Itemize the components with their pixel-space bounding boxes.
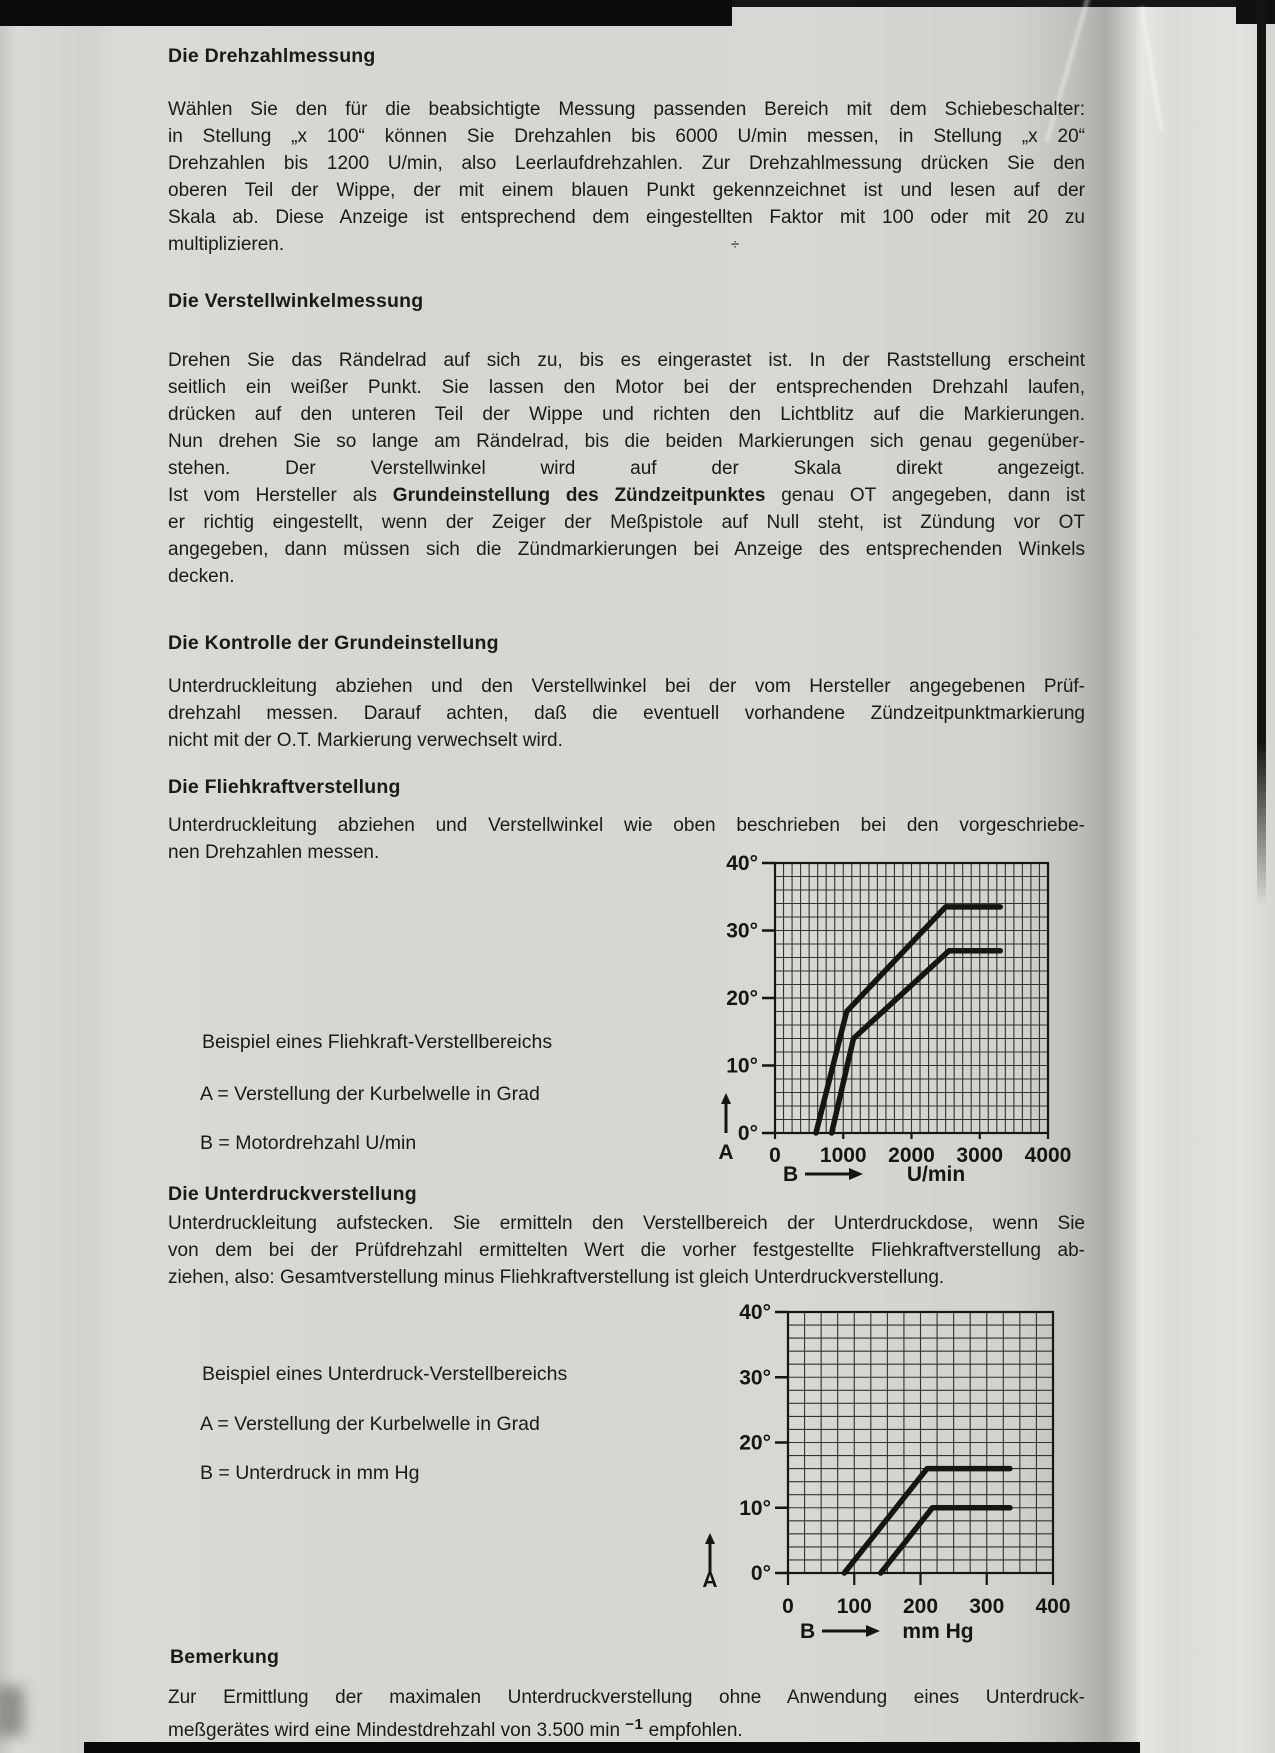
scan-edge-right: [1257, 0, 1266, 905]
paragraph-kontrolle: [168, 673, 1085, 754]
scan-smudge: [0, 1686, 24, 1736]
text-line: nicht mit der O.T. Markierung verwechselt wird.: [168, 730, 563, 751]
svg-text:30°: 30°: [739, 1366, 771, 1390]
text-line: Drehen Sie das Rändelrad auf sich zu, bis es eingerastet ist. In der Raststellung erscheint: [168, 350, 1085, 371]
text-line: Unterdruckleitung abziehen und Verstellwinkel wie oben beschrieben bei den vorgeschriebe-: [168, 815, 1085, 836]
scan-edge-top-left: [0, 0, 732, 26]
exponent: −1: [625, 1716, 644, 1733]
text-line: er richtig eingestellt, wenn der Zeiger der Meßpistole auf Null steht, ist Zündung vor OT: [168, 512, 1085, 533]
text-line: Nun drehen Sie so lange am Rändelrad, bis die beiden Markierungen sich genau gegenüber-: [168, 431, 1085, 452]
svg-text:30°: 30°: [726, 919, 758, 943]
svg-text:10°: 10°: [726, 1054, 758, 1078]
text-line: drücken auf den unteren Teil der Wippe und richten den Lichtblitz auf die Markierungen.: [168, 404, 1085, 425]
svg-text:20°: 20°: [739, 1431, 771, 1455]
svg-text:0: 0: [769, 1144, 781, 1167]
svg-text:A: A: [702, 1569, 718, 1592]
section-heading-bemerkung: Bemerkung: [170, 1646, 280, 1668]
svg-text:400: 400: [1035, 1595, 1071, 1618]
svg-text:0: 0: [782, 1595, 794, 1618]
section-heading-fliehkraft: Die Fliehkraftverstellung: [168, 776, 401, 798]
paragraph-part2: [168, 509, 1085, 563]
text-line: oberen Teil der Wippe, der mit einem blauen Punkt gekennzeichnet ist und lesen auf der: [168, 180, 1085, 201]
paragraph-last-line: decken.: [168, 566, 235, 587]
svg-text:100: 100: [836, 1595, 872, 1618]
section-heading-verstellwinkelmessung: Die Verstellwinkelmessung: [168, 290, 424, 312]
chart2-legend-a: A = Verstellung der Kurbelwelle in Grad: [200, 1413, 540, 1435]
svg-text:1000: 1000: [819, 1144, 867, 1167]
text-line: seitlich ein weißer Punkt. Sie lassen den Motor bei der entsprechenden Drehzahl laufen,: [168, 377, 1085, 398]
bemerkung-line1: Zur Ermittlung der maximalen Unterdruckverstellung ohne Anwendung eines Unterdruck-: [168, 1687, 1085, 1708]
text-line: Skala ab. Diese Anzeige ist entsprechend dem eingestellten Faktor mit 100 oder mit 20 zu: [168, 207, 1085, 228]
text-line: Unterdruckleitung aufstecken. Sie ermitteln den Verstellbereich der Unterdruckdose, wenn Sie: [168, 1213, 1085, 1234]
svg-text:B: B: [800, 1620, 816, 1643]
text-line: stehen. Der Verstellwinkel wird auf der Skala direkt angezeigt.: [168, 458, 1085, 479]
paragraph-bemerkung: [168, 1684, 1085, 1744]
text-line: ziehen, also: Gesamtverstellung minus Fliehkraftverstellung ist gleich Unterdruckverstellung.: [168, 1267, 945, 1288]
text-line: von dem bei der Prüfdrehzahl ermittelten Wert die vorher festgestellte Fliehkraftverstellung ab-: [168, 1240, 1085, 1261]
svg-text:U/min: U/min: [906, 1163, 966, 1186]
text-line: Unterdruckleitung abziehen und den Verstellwinkel bei der vom Hersteller angegebenen Prüf-: [168, 676, 1085, 697]
svg-text:0°: 0°: [750, 1562, 771, 1585]
chart2-caption: Beispiel eines Unterdruck-Verstellbereichs: [202, 1363, 568, 1385]
svg-text:A: A: [718, 1141, 734, 1164]
section-heading-drehzahlmessung: Die Drehzahlmessung: [168, 45, 376, 67]
text-line: nen Drehzahlen messen.: [168, 842, 380, 863]
bemerkung-line2: [168, 1711, 1085, 1744]
svg-text:2000: 2000: [888, 1144, 935, 1167]
svg-text:10°: 10°: [739, 1496, 771, 1520]
svg-text:3000: 3000: [956, 1144, 1004, 1167]
svg-text:4000: 4000: [1024, 1144, 1072, 1167]
section-heading-unterdruckverstellung: Die Unterdruckverstellung: [168, 1183, 417, 1205]
bold-phrase: Grundeinstellung des Zündzeitpunktes: [392, 485, 766, 506]
text-line: drehzahl messen. Darauf achten, daß die eventuell vorhandene Zündzeitpunktmarkierung: [168, 703, 1085, 724]
chart1-legend-b: B = Motordrehzahl U/min: [200, 1132, 417, 1154]
text-line: Drehzahlen bis 1200 U/min, also Leerlaufdrehzahlen. Zur Drehzahlmessung drücken Sie den: [168, 153, 1085, 174]
text-line: multiplizieren.: [168, 234, 285, 255]
svg-text:40°: 40°: [739, 1301, 771, 1324]
scan-speck: ÷: [731, 236, 740, 253]
paragraph-unterdruckverstellung: [168, 1210, 1085, 1291]
scan-edge-top-right: [1236, 0, 1275, 24]
paragraph-part1: [168, 347, 1085, 482]
fliehkraft-verstellbereich-chart: [620, 843, 1090, 1195]
svg-text:200: 200: [902, 1595, 939, 1618]
text-segment: genau OT angegeben, dann ist: [765, 485, 1085, 506]
text-segment: empfohlen.: [643, 1720, 743, 1741]
svg-text:B: B: [783, 1163, 799, 1186]
text-line: Wählen Sie den für die beabsichtigte Messung passenden Bereich mit dem Schiebeschalter:: [168, 99, 1085, 120]
text-segment: Ist vom Hersteller als: [168, 485, 393, 506]
svg-text:20°: 20°: [726, 987, 758, 1010]
chart1-legend-a: A = Verstellung der Kurbelwelle in Grad: [200, 1083, 540, 1105]
svg-text:mm Hg: mm Hg: [902, 1620, 974, 1643]
text-line: in Stellung „x 100“ können Sie Drehzahlen bis 6000 U/min messen, in Stellung „x 20“: [168, 126, 1085, 147]
svg-text:40°: 40°: [726, 852, 758, 875]
unterdruck-verstellbereich-chart: [600, 1290, 1080, 1652]
section-heading-kontrolle: Die Kontrolle der Grundeinstellung: [168, 632, 499, 654]
chart1-caption: Beispiel eines Fliehkraft-Verstellbereichs: [202, 1031, 553, 1053]
text-segment: meßgerätes wird eine Mindestdrehzahl von 3.500 min: [168, 1720, 626, 1741]
chart2-legend-b: B = Unterdruck in mm Hg: [200, 1462, 420, 1484]
paragraph-verstellwinkelmessung: [168, 347, 1085, 590]
text-line: angegeben, dann müssen sich die Zündmarkierungen bei Anzeige des entsprechenden Winkels: [168, 539, 1085, 560]
paragraph-line-with-bold: [168, 482, 1085, 509]
svg-text:300: 300: [969, 1595, 1005, 1618]
svg-text:0°: 0°: [737, 1122, 758, 1145]
paper-crease: [1140, 7, 1163, 131]
paragraph-drehzahlmessung: [168, 96, 1085, 258]
